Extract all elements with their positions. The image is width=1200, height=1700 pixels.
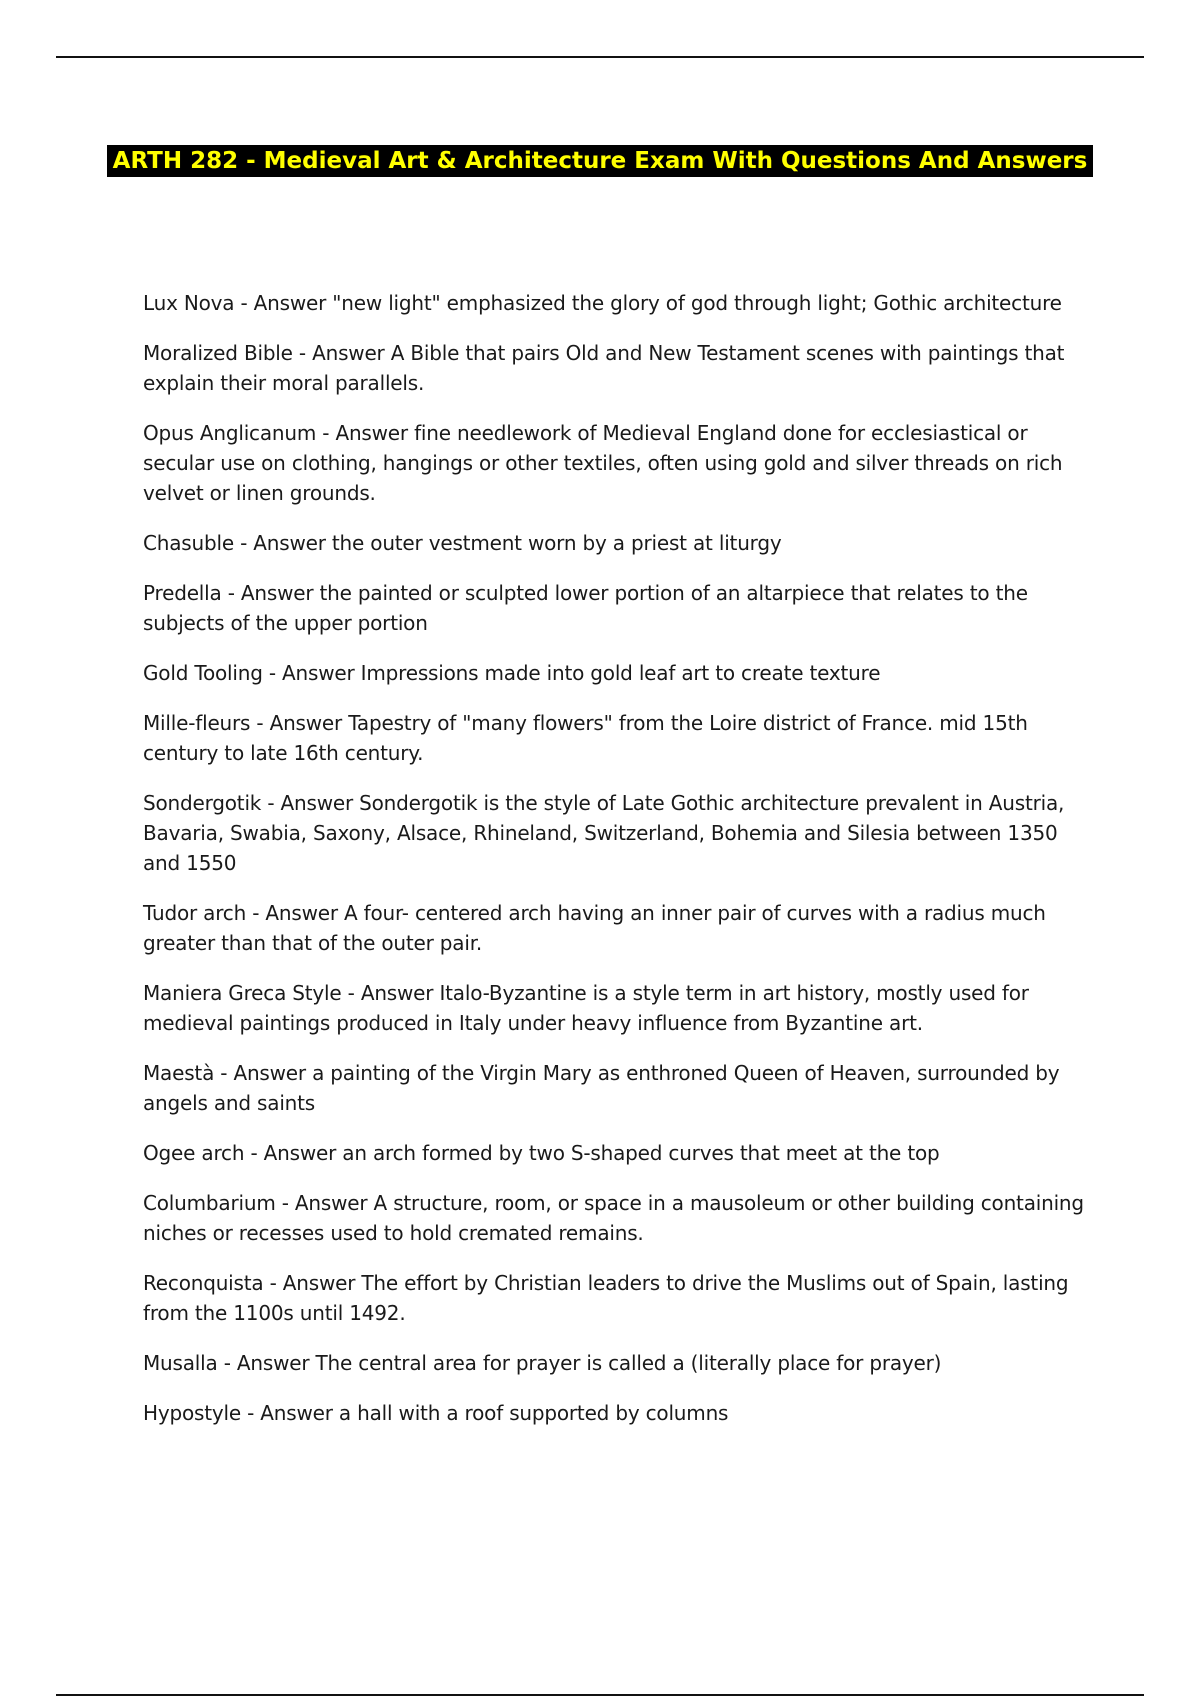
footer-rule — [56, 1694, 1144, 1696]
list-item: Ogee arch - Answer an arch formed by two S-shaped curves that meet at the top — [143, 1141, 940, 1165]
header-rule — [56, 56, 1144, 58]
list-item: Opus Anglicanum - Answer fine needlework of Medieval England done for ecclesiastical or secular use on clothing, hangings or other textiles, often using gold and silver threads on rich velvet or linen grounds. — [143, 421, 1063, 505]
list-item: Musalla - Answer The central area for prayer is called a (literally place for prayer) — [143, 1351, 942, 1375]
list-item: Predella - Answer the painted or sculpted lower portion of an altarpiece that relates to the subjects of the upper portion — [143, 581, 1028, 635]
list-item: Gold Tooling - Answer Impressions made into gold leaf art to create texture — [143, 661, 881, 685]
list-item: Chasuble - Answer the outer vestment worn by a priest at liturgy — [143, 531, 782, 555]
list-item: Lux Nova - Answer "new light" emphasized the glory of god through light; Gothic architecture — [143, 291, 1062, 315]
list-item: Columbarium - Answer A structure, room, or space in a mausoleum or other building containing niches or recesses used to hold cremated remains. — [143, 1191, 1084, 1245]
entry-list — [143, 288, 1093, 1448]
list-item: Mille-fleurs - Answer Tapestry of "many flowers" from the Loire district of France. mid 15th century to late 16th century. — [143, 711, 1028, 765]
title-block — [100, 142, 1100, 182]
list-item: Reconquista - Answer The effort by Christian leaders to drive the Muslims out of Spain, lasting from the 1100s until 1492. — [143, 1271, 1069, 1325]
list-item: Hypostyle - Answer a hall with a roof supported by columns — [143, 1401, 729, 1425]
list-item: Sondergotik - Answer Sondergotik is the style of Late Gothic architecture prevalent in Austria, Bavaria, Swabia, Saxony, Alsace, Rhineland, Switzerland, Bohemia and Silesia between 1350 and 1550 — [143, 791, 1065, 875]
list-item: Tudor arch - Answer A four- centered arch having an inner pair of curves with a radius much greater than that of the outer pair. — [143, 901, 1046, 955]
list-item: Maniera Greca Style - Answer Italo-Byzantine is a style term in art history, mostly used for medieval paintings produced in Italy under heavy influence from Byzantine art. — [143, 981, 1029, 1035]
list-item: Moralized Bible - Answer A Bible that pairs Old and New Testament scenes with paintings that explain their moral parallels. — [143, 341, 1065, 395]
list-item: Maestà - Answer a painting of the Virgin Mary as enthroned Queen of Heaven, surrounded by angels and saints — [143, 1061, 1060, 1115]
page-title: ARTH 282 - Medieval Art & Architecture Exam With Questions And Answers — [107, 145, 1094, 177]
